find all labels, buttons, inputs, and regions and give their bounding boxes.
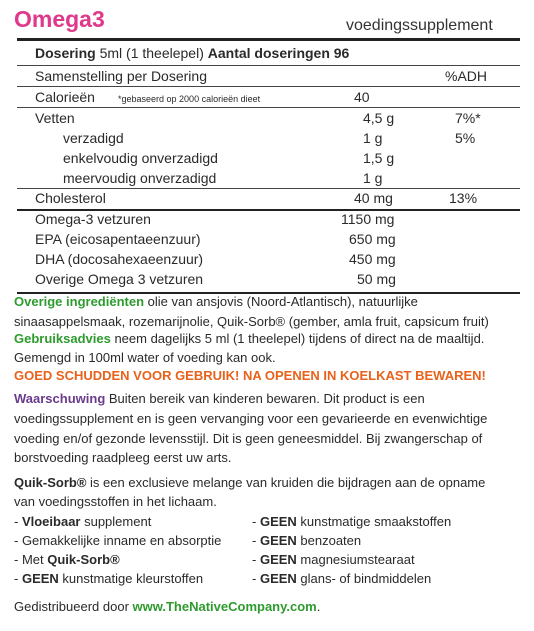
fat-adh: 5% <box>455 130 476 146</box>
fat-adh: 7%* <box>455 110 481 126</box>
warning-text: voedingssupplement en is geen vervanging voor een gevarieerde en evenwichtige <box>14 411 488 426</box>
calories-note: *gebaseerd op 2000 calorieën dieet <box>118 94 261 104</box>
calories-label: Calorieën <box>35 89 95 105</box>
feature-item: - GEEN magnesiumstearaat <box>252 552 415 567</box>
cholesterol-value: 40 mg <box>354 190 393 206</box>
distributor-line <box>14 597 320 617</box>
distributor-suffix: . <box>316 599 321 614</box>
fat-label: Vetten <box>35 110 75 126</box>
omega-value: 450 mg <box>349 251 396 267</box>
calories-value: 40 <box>354 89 370 105</box>
distributor-link[interactable]: www.TheNativeCompany.com <box>132 599 317 614</box>
omega-value: 650 mg <box>349 231 396 247</box>
ingredients-line <box>14 292 418 312</box>
fat-label: verzadigd <box>63 130 124 146</box>
shake-warning: GOED SCHUDDEN VOOR GEBRUIK! NA OPENEN IN KOELKAST BEWAREN! <box>14 368 486 383</box>
divider <box>17 107 520 108</box>
feature-item: - GEEN kunstmatige smaakstoffen <box>252 514 452 529</box>
divider <box>17 188 520 189</box>
warning-line <box>14 389 425 409</box>
dosage-count: Aantal doseringen 96 <box>207 45 350 61</box>
usage-line <box>14 329 484 349</box>
dosage-value: 5ml (1 theelepel) <box>99 45 204 61</box>
omega-label: EPA (eicosapentaeenzuur) <box>35 231 201 247</box>
ingredients-text: sinaasappelsmaak, rozemarijnolie, Quik-Sorb® (gember, amla fruit, capsicum fruit) <box>14 314 489 329</box>
quiksorb-text: is een exclusieve melange van kruiden die bijdragen aan de opname <box>86 475 486 490</box>
ingredients-heading: Overige ingrediënten <box>14 294 145 309</box>
feature-item: - GEEN benzoaten <box>252 533 362 548</box>
omega-label: Omega-3 vetzuren <box>35 211 151 227</box>
ingredients-text: olie van ansjovis (Noord-Atlantisch), natuurlijke <box>144 294 418 309</box>
feature-item: - Gemakkelijke inname en absorptie <box>14 533 222 548</box>
quiksorb-name: Quik-Sorb® <box>14 475 87 490</box>
quiksorb-line <box>14 473 485 493</box>
omega-label: Overige Omega 3 vetzuren <box>35 271 204 287</box>
cholesterol-label: Cholesterol <box>35 190 106 206</box>
nutrition-panel <box>17 38 520 294</box>
fat-label: enkelvoudig onverzadigd <box>63 150 218 166</box>
cholesterol-adh: 13% <box>449 190 478 206</box>
dosage-label: Dosering <box>35 45 96 61</box>
feature-item: - Met Quik-Sorb® <box>14 552 120 567</box>
omega-value: 1150 mg <box>341 211 395 227</box>
fat-value: 1 g <box>363 130 383 146</box>
omega-value: 50 mg <box>357 271 396 287</box>
feature-item: - GEEN glans- of bindmiddelen <box>252 571 432 586</box>
usage-text: neem dagelijks 5 ml (1 theelepel) tijdens of direct na de maaltijd. <box>110 331 485 346</box>
warning-text: Buiten bereik van kinderen bewaren. Dit product is een <box>105 391 425 406</box>
feature-item: - Vloeibaar supplement <box>14 514 152 529</box>
usage-text: Gemengd in 100ml water of voeding kan ook. <box>14 350 276 365</box>
product-title: Omega3 <box>14 6 105 32</box>
fat-label: meervoudig onverzadigd <box>63 170 217 186</box>
fat-value: 4,5 g <box>363 110 395 126</box>
divider <box>17 65 520 66</box>
feature-item: - GEEN kunstmatige kleurstoffen <box>14 571 204 586</box>
quiksorb-text: van voedingsstoffen in het lichaam. <box>14 494 217 509</box>
dosage-row <box>35 45 349 61</box>
fat-value: 1,5 g <box>363 150 395 166</box>
warning-text: voeding en/of gezonde levensstijl. Dit is geen geneesmiddel. Bij zwangerschap of <box>14 431 483 446</box>
product-subtitle: voedingssupplement <box>346 17 493 34</box>
warning-text: borstvoeding raadpleeg eerst uw arts. <box>14 450 232 465</box>
omega-label: DHA (docosahexaeenzuur) <box>35 251 204 267</box>
distributor-label: Gedistribueerd door <box>14 599 133 614</box>
warning-heading: Waarschuwing <box>14 391 106 406</box>
composition-header-adh: %ADH <box>445 68 488 84</box>
fat-value: 1 g <box>363 170 383 186</box>
usage-heading: Gebruiksadvies <box>14 331 111 346</box>
divider <box>17 86 520 87</box>
composition-header-label: Samenstelling per Dosering <box>35 68 207 84</box>
